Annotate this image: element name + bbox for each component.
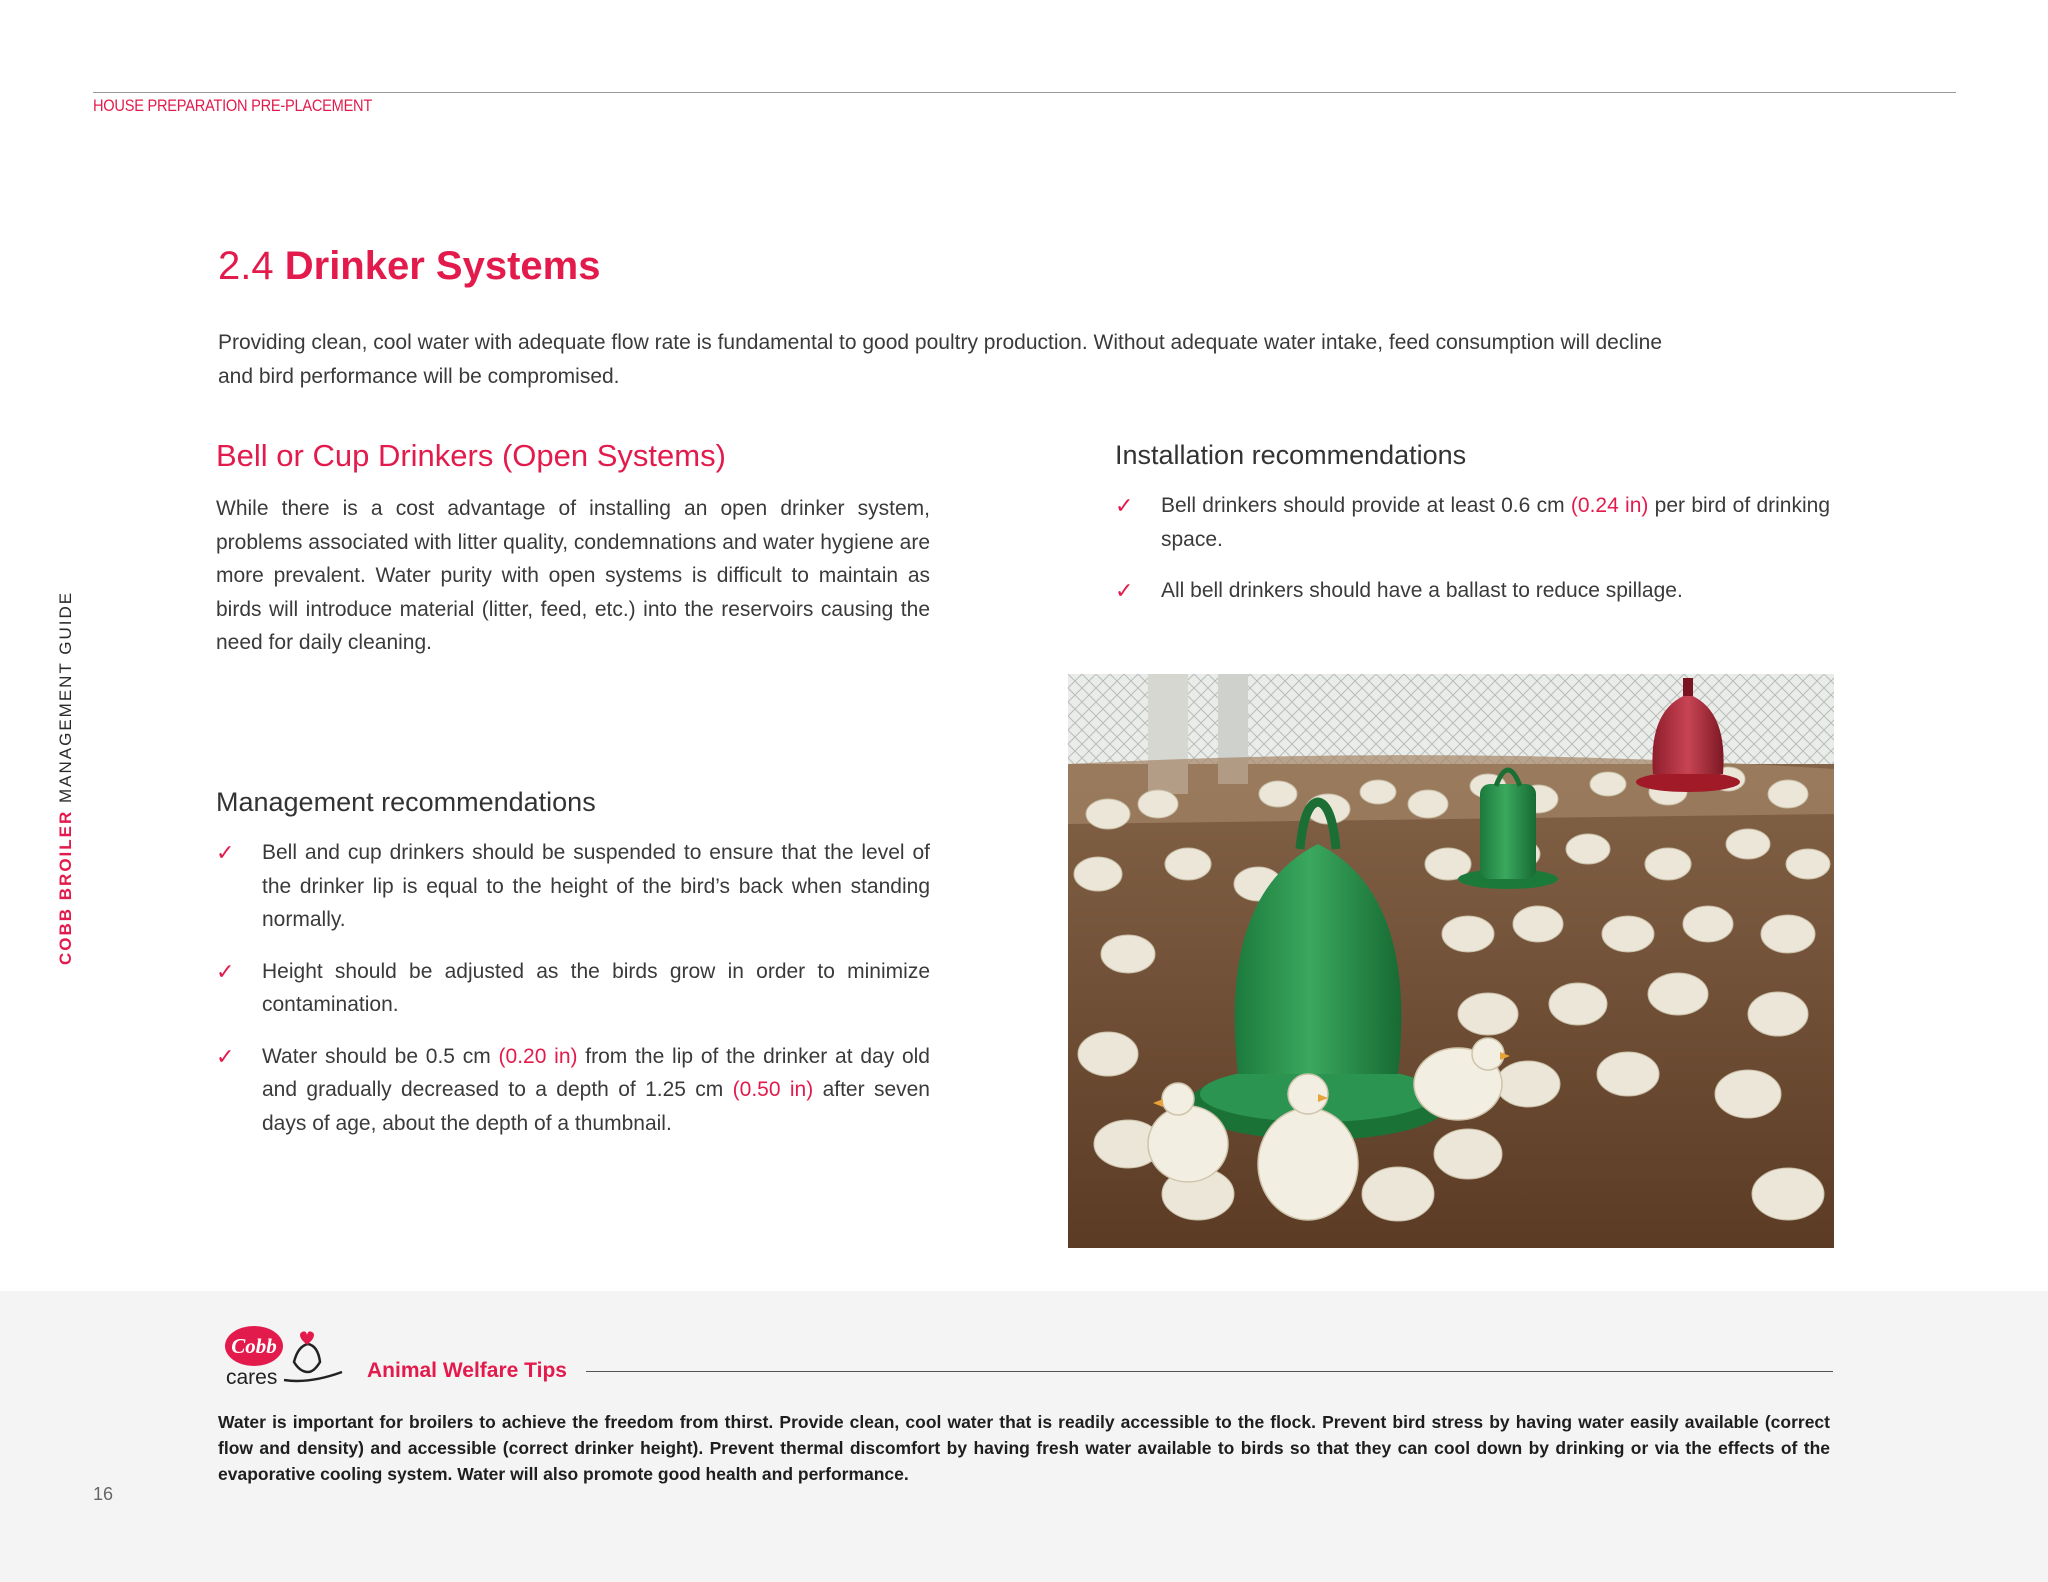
logo-word-top: Cobb [231, 1334, 277, 1358]
management-section [216, 787, 930, 1158]
list-item-text: per bird of drinking space. [1161, 494, 1830, 551]
welfare-rule [586, 1371, 1833, 1372]
checkmark-icon: ✓ [1115, 578, 1134, 603]
intro-paragraph: Providing clean, cool water with adequate flow rate is fundamental to good poultry production. Without adequate water intake, feed consumption will decline and bird performance will be compromised. [218, 331, 1663, 388]
list-item-text: Bell drinkers should provide at least 0.6 cm [1161, 494, 1571, 517]
checkmark-icon: ✓ [216, 840, 235, 865]
list-item-text: from the lip of the drinker at day old and gradually decreased to a depth of 1.25 cm [262, 1044, 930, 1101]
side-rest: MANAGEMENT GUIDE [56, 590, 75, 810]
list-item [1115, 574, 1830, 608]
checkmark-icon: ✓ [216, 958, 235, 984]
list-item [216, 955, 930, 1022]
management-list [216, 836, 930, 1140]
open-systems-heading: Bell or Cup Drinkers (Open Systems) [216, 438, 726, 473]
page-number: 16 [93, 1484, 114, 1504]
imperial-value: (0.20 in) [498, 1044, 578, 1068]
section-number: 2.4 [218, 244, 274, 288]
list-item-text: Water should be 0.5 cm [262, 1044, 499, 1068]
list-item [216, 1040, 930, 1141]
imperial-value: (0.24 in) [1570, 494, 1649, 517]
open-systems-body: While there is a cost advantage of installing an open drinker system, problems associated with litter quality, condemnations and water hygiene are more prevalent. Water purity with open systems is difficult to maintain as birds will introduce material (litter, feed, etc.) into the reservoirs causing the need for daily cleaning. [216, 497, 930, 654]
cobb-cares-logo [224, 1322, 346, 1388]
side-guide-label [56, 590, 76, 965]
logo-word-bottom: cares [226, 1366, 278, 1388]
welfare-text: Water is important for broilers to achieve the freedom from thirst. Provide clean, cool water that is readily accessible to the flock. Prevent bird stress by having water easily available (correct flow and density) and accessible (correct drinker height). Prevent thermal discomfort by having fresh water available to birds so that they can cool down by drinking or via the effects of the evaporative cooling system. Water will also promote good health and performance. [218, 1412, 1830, 1484]
checkmark-icon: ✓ [1115, 493, 1134, 518]
management-heading: Management recommendations [216, 787, 596, 817]
chicks-drinkers-photo [1068, 674, 1834, 1248]
list-item-text: Bell and cup drinkers should be suspended to ensure that the level of the drinker lip is equal to the height of the bird’s back when standing normally. [262, 841, 930, 931]
list-item-text: All bell drinkers should have a ballast to reduce spillage. [1161, 579, 1683, 602]
installation-list [1115, 489, 1830, 608]
section-label: HOUSE PREPARATION PRE-PLACEMENT [93, 96, 373, 115]
header-rule [93, 92, 1956, 93]
page-title [218, 244, 600, 289]
list-item [1115, 489, 1830, 556]
list-item-text: after seven days of age, about the depth of a thumbnail. [262, 1078, 930, 1135]
welfare-title: Animal Welfare Tips [367, 1359, 567, 1382]
open-systems-section [216, 438, 930, 660]
section-name: Drinker Systems [284, 244, 601, 288]
imperial-value: (0.50 in) [732, 1078, 814, 1101]
installation-section [1115, 440, 1830, 626]
installation-heading: Installation recommendations [1115, 440, 1467, 470]
checkmark-icon: ✓ [216, 1043, 235, 1069]
list-item-text: Height should be adjusted as the birds grow in order to minimize contamination. [262, 959, 930, 1016]
list-item [216, 836, 930, 937]
side-brand: COBB BROILER [56, 809, 75, 965]
